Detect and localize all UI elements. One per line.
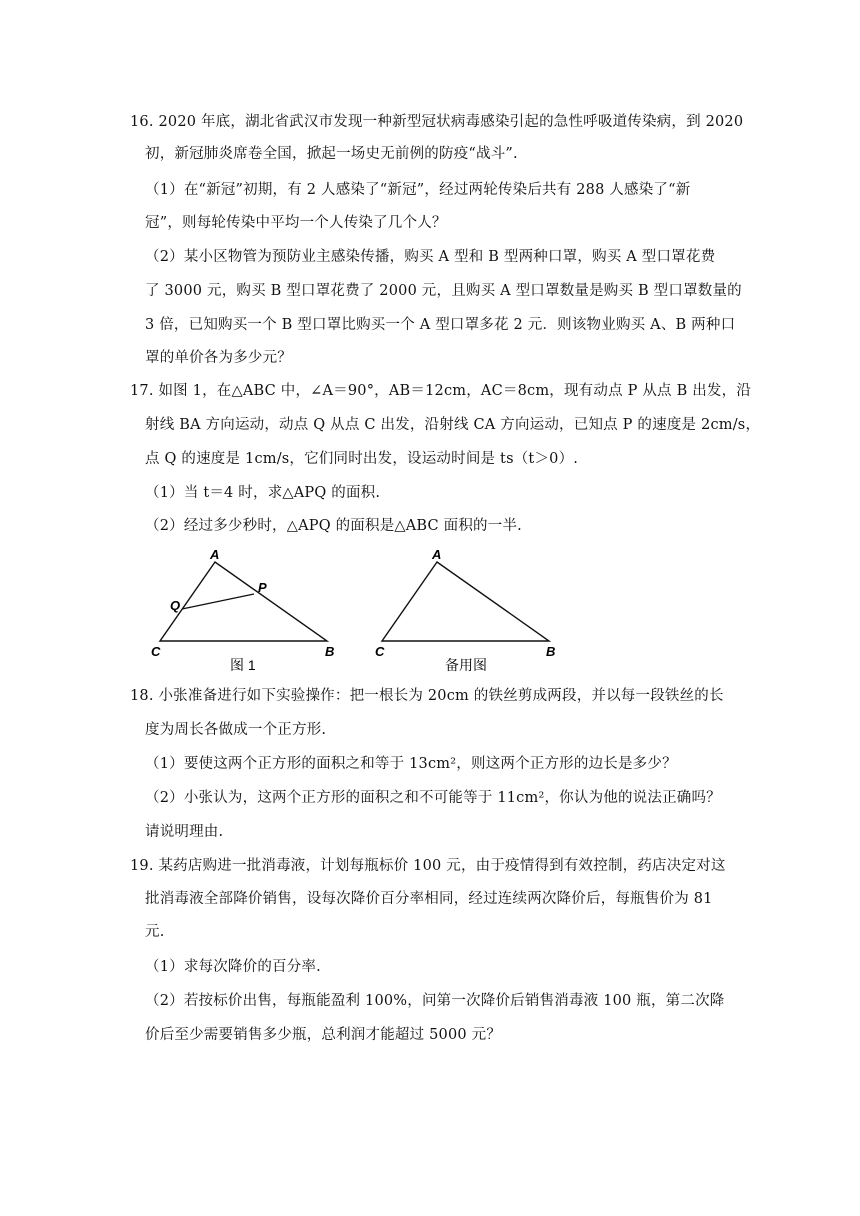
segment-pq: [182, 594, 254, 609]
problem-19-part-2-line-1: （2）若按标价出售，每瓶能盈利 100%，问第一次降价后销售消毒液 100 瓶，第二次降: [145, 993, 725, 1009]
problem-16-part-1-line-2: 冠”，则每轮传染中平均一个人传染了几个人？: [145, 215, 447, 231]
problem-17-part-1: （1）当 t＝4 时，求△APQ 的面积.: [145, 485, 381, 501]
fig1-label-a: A: [210, 548, 220, 562]
problem-19-line-3: 元.: [145, 924, 165, 940]
figure-1: [151, 548, 334, 673]
problem-16-line-2: 初，新冠肺炎席卷全国，掀起一场史无前例的防疫“战斗”.: [145, 146, 518, 162]
triangle-abc: [160, 562, 327, 641]
problem-19-part-1: （1）求每次降价的百分率.: [145, 959, 321, 975]
problem-18-line-1: 18. 小张准备进行如下实验操作：把一根长为 20cm 的铁丝剪成两段，并以每一段铁丝的长: [130, 688, 724, 704]
problem-16-part-1-line-1: （1）在“新冠”初期，有 2 人感染了“新冠”，经过两轮传染后共有 288 人感染了“新: [145, 182, 691, 198]
triangle-figures: [145, 548, 565, 678]
fig1-label-b: B: [325, 644, 335, 659]
fig1-label-q: Q: [170, 598, 181, 613]
problem-16-part-2-line-1: （2）某小区物管为预防业主感染传播，购买 A 型和 B 型两种口罩，购买 A 型口罩花费: [145, 249, 716, 265]
fig2-label-b: B: [546, 644, 556, 659]
fig1-label-p: P: [258, 580, 267, 595]
problem-16-part-2-line-4: 罩的单价各为多少元？: [145, 350, 292, 366]
problem-19-line-2: 批消毒液全部降价销售，设每次降价百分率相同，经过连续两次降价后，每瓶售价为 81: [145, 891, 713, 907]
problem-17-line-1: 17. 如图 1，在△ABC 中，∠A＝90°，AB＝12cm，AC＝8cm，现有动点 P 从点 B 出发，沿: [130, 383, 752, 399]
problem-17-line-3: 点 Q 的速度是 1cm/s，它们同时出发，设运动时间是 ts（t＞0）.: [145, 451, 579, 467]
problem-19-part-2-line-2: 价后至少需要销售多少瓶，总利润才能超过 5000 元？: [145, 1027, 502, 1043]
problem-16-part-2-line-3: 3 倍，已知购买一个 B 型口罩比购买一个 A 型口罩多花 2 元．则该物业购买 A、B 两种口: [145, 317, 736, 333]
problem-18-part-2-cont: 请说明理由.: [145, 824, 224, 840]
fig2-label-a: A: [432, 548, 442, 562]
problem-18-part-1: （1）要使这两个正方形的面积之和等于 13cm²，则这两个正方形的边长是多少？: [145, 756, 677, 772]
problem-18-part-2: （2）小张认为，这两个正方形的面积之和不可能等于 11cm²，你认为他的说法正确吗？: [145, 790, 721, 806]
problem-18-line-2: 度为周长各做成一个正方形.: [145, 722, 327, 738]
problem-19-line-1: 19. 某药店购进一批消毒液，计划每瓶标价 100 元，由于疫情得到有效控制，药店决定对这: [130, 858, 726, 874]
problem-17-line-2: 射线 BA 方向运动，动点 Q 从点 C 出发，沿射线 CA 方向运动，已知点 P 的速度是 2cm/s，: [145, 417, 761, 433]
fig1-caption: 图 1: [230, 657, 256, 673]
fig2-caption: 备用图: [445, 657, 487, 673]
problem-16-line-1: 16. 2020 年底，湖北省武汉市发现一种新型冠状病毒感染引起的急性呼吸道传染病，到 2020: [130, 114, 744, 130]
fig1-label-c: C: [151, 644, 161, 659]
problem-17-figures: [145, 548, 565, 678]
problem-16-part-2-line-2: 了 3000 元，购买 B 型口罩花费了 2000 元，且购买 A 型口罩数量是购买 B 型口罩数量的: [145, 283, 742, 299]
fig2-label-c: C: [375, 644, 385, 659]
triangle-abc-spare: [382, 562, 549, 641]
problem-17-part-2: （2）经过多少秒时，△APQ 的面积是△ABC 面积的一半.: [145, 518, 522, 534]
figure-2: [375, 548, 555, 673]
